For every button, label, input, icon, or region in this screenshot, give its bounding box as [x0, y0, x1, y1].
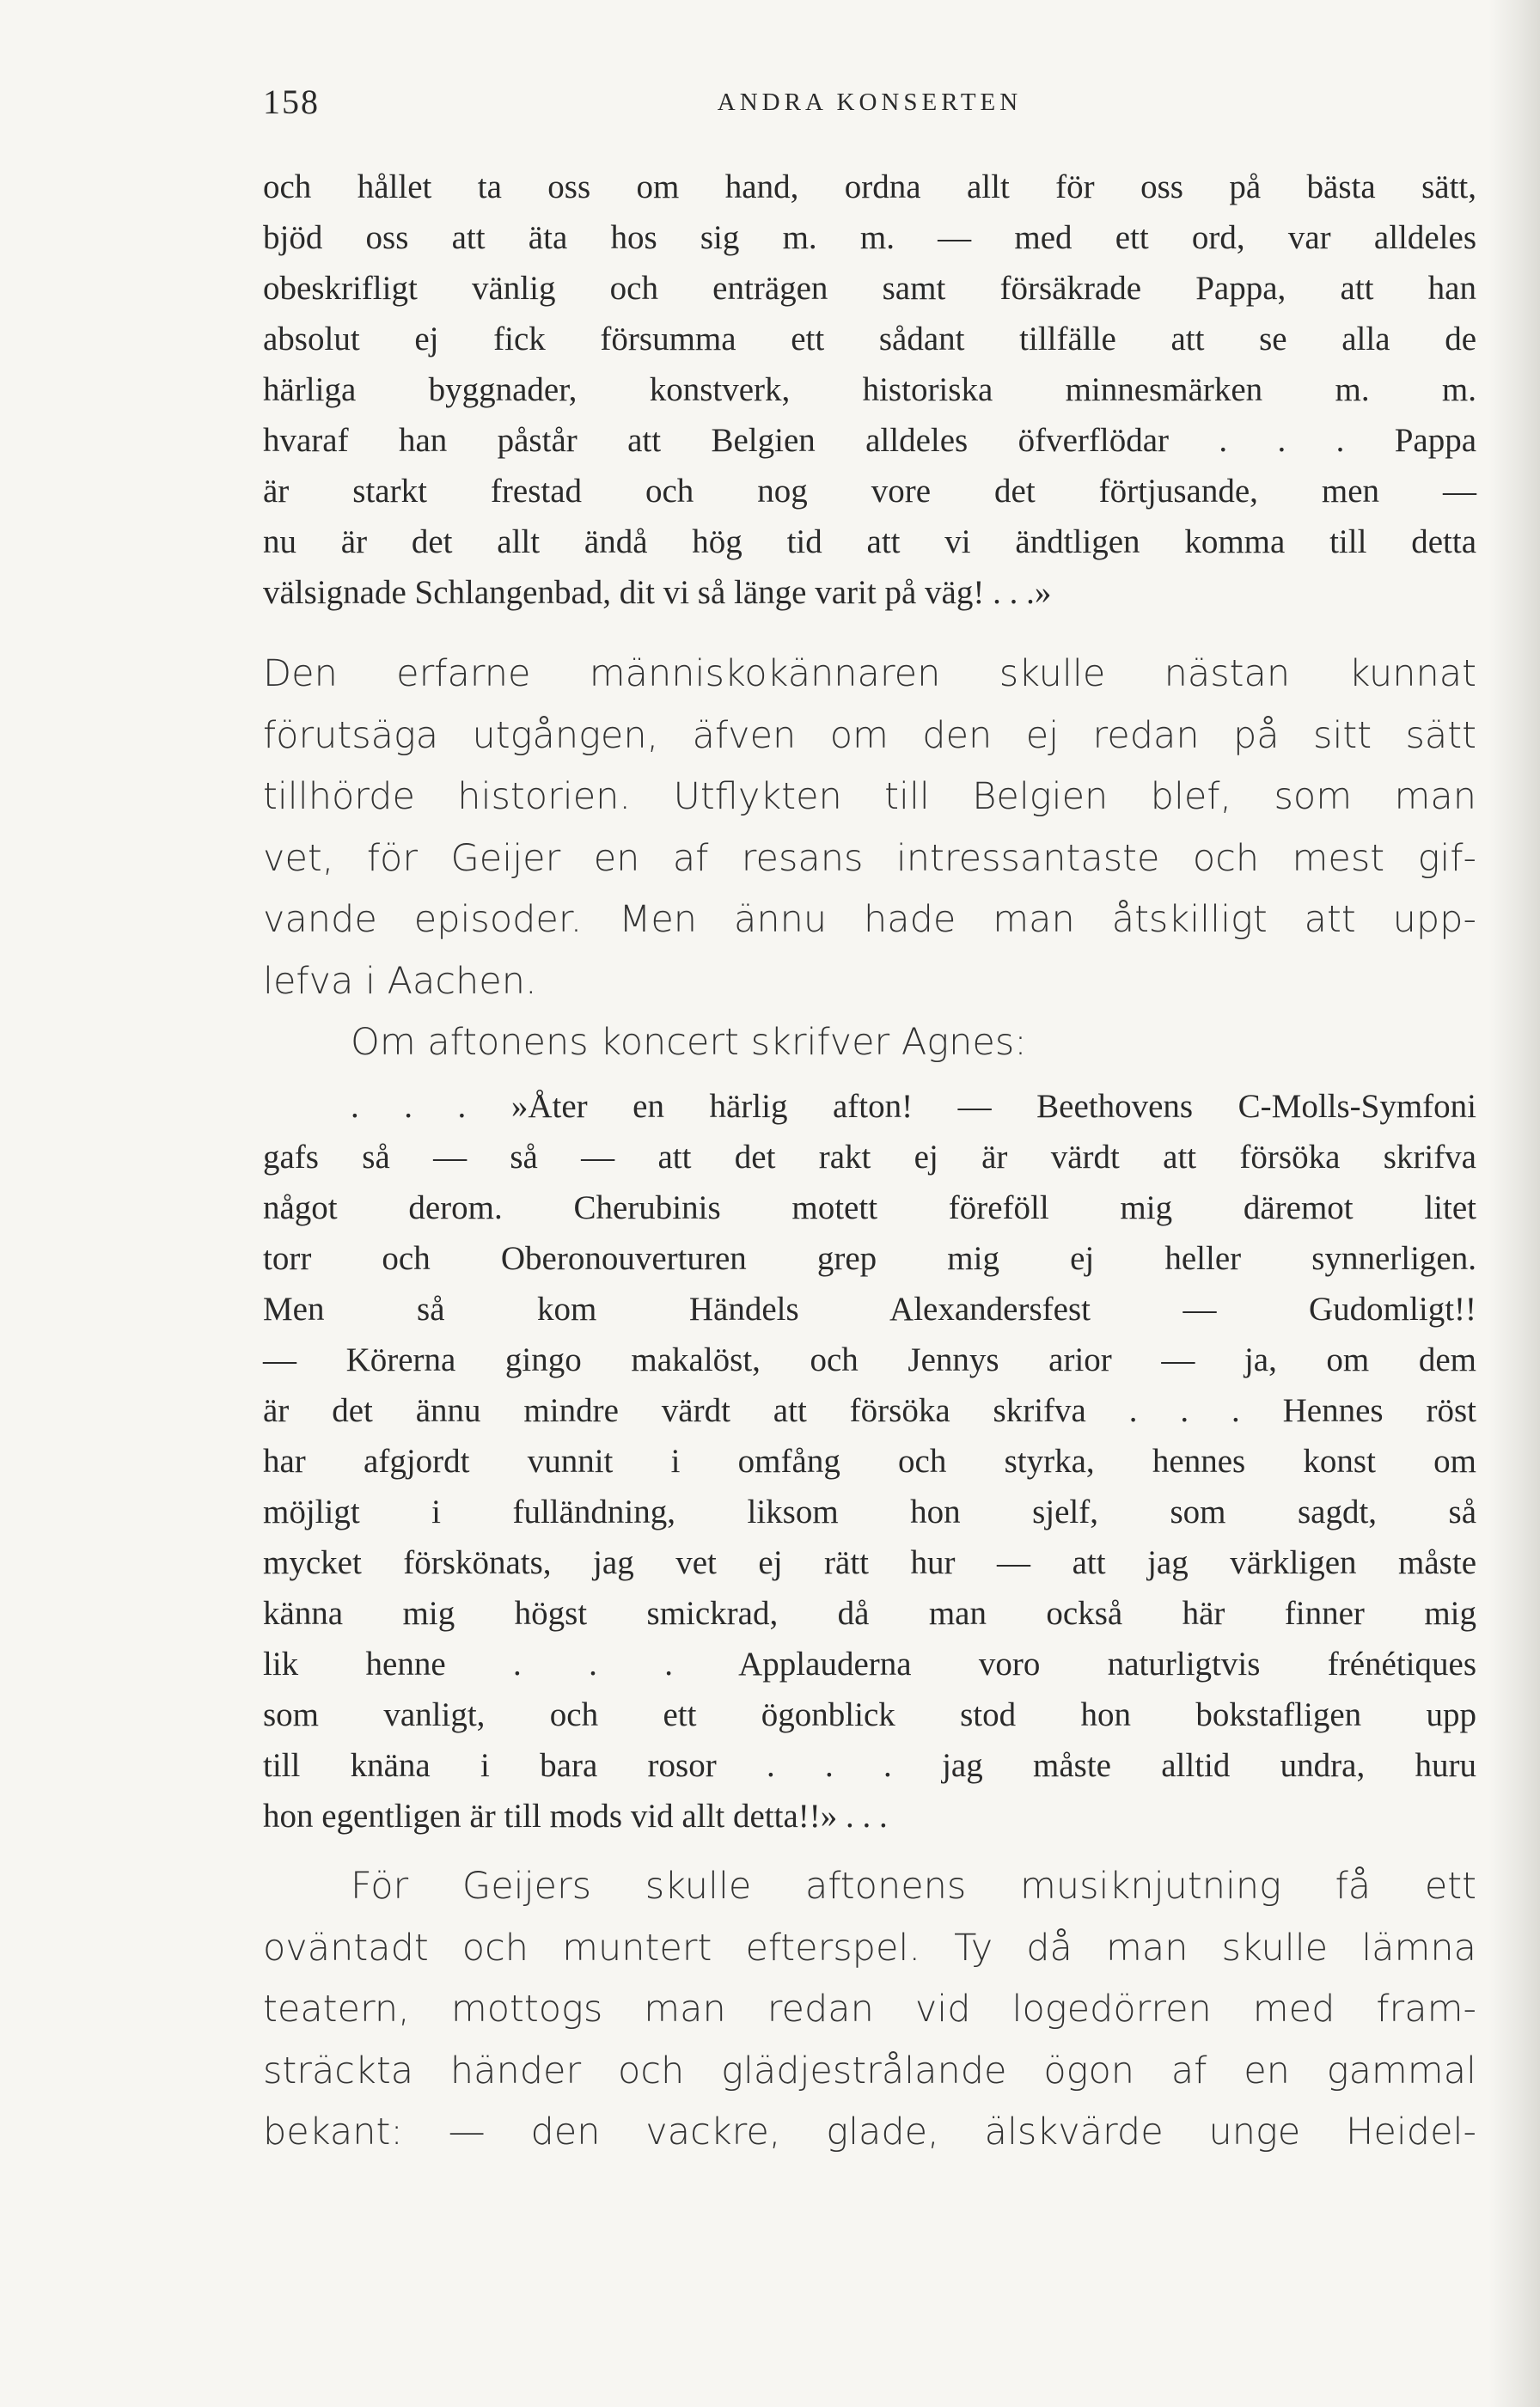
text-line: oväntadt och muntert efterspel. Ty då man skulle lämna — [263, 1926, 1476, 1970]
text-line: . . . »Åter en härlig afton! — Beethovens C-Molls-Symfoni — [351, 1088, 1476, 1125]
text-line: Den erfarne människokännaren skulle nästan kunnat — [263, 652, 1476, 695]
text-line: Om aftonens koncert skrifver Agnes: — [351, 1021, 1027, 1064]
text-line: hvaraf han påstår att Belgien alldeles öfverflödar . . . Pappa — [263, 422, 1476, 459]
text-line: möjligt i fulländning, liksom hon sjelf, som sagdt, så — [263, 1494, 1476, 1530]
letter-quote — [263, 1081, 1476, 1842]
text-line: och hållet ta oss om hand, ordna allt för oss på bästa sätt, — [263, 168, 1476, 205]
text-line: absolut ej fick försumma ett sådant tillfälle att se alla de — [263, 321, 1476, 357]
text-line: lefva i Aachen. — [263, 959, 537, 1003]
text-line: har afgjordt vunnit i omfång och styrka, hennes konst om — [263, 1443, 1476, 1480]
text-line: nu är det allt ändå hög tid att vi ändtligen komma till detta — [263, 523, 1476, 560]
text-line: hon egentligen är till mods vid allt detta!!» . . . — [263, 1798, 888, 1835]
quote-intro — [263, 162, 1476, 618]
text-line: förutsäga utgången, äfven om den ej redan på sitt sätt — [263, 713, 1476, 757]
page-edge-shadow — [1488, 0, 1540, 2407]
text-line: teatern, mottogs man redan vid logedörren med fram- — [263, 1988, 1476, 2031]
text-line: vande episoder. Men ännu hade man åtskilligt att upp- — [263, 898, 1476, 941]
text-line: är starkt frestad och nog vore det förtjusande, men — — [263, 473, 1476, 510]
text-line: sträckta händer och glädjestrålande ögon af en gammal — [263, 2049, 1476, 2092]
text-line: Men så kom Händels Alexandersfest — Gudomligt!! — [263, 1291, 1476, 1328]
text-line: något derom. Cherubinis motett föreföll mig däremot litet — [263, 1189, 1476, 1226]
text-line: tillhörde historien. Utflykten till Belgien blef, som man — [263, 775, 1476, 818]
body-paragraph-1 — [263, 644, 1476, 1074]
text-line: vet, för Geijer en af resans intressantaste och mest gif- — [263, 836, 1476, 880]
text-line: För Geijers skulle aftonens musiknjutning få ett — [351, 1865, 1476, 1908]
text-line: torr och Oberonouverturen grep mig ej heller synnerligen. — [263, 1240, 1476, 1277]
text-line: välsignade Schlangenbad, dit vi så länge varit på väg! . . .» — [263, 574, 1052, 611]
text-line: till knäna i bara rosor . . . jag måste alltid undra, huru — [263, 1747, 1476, 1784]
page-number: 158 — [263, 82, 320, 121]
text-line: härliga byggnader, konstverk, historiska minnesmärken m. m. — [263, 371, 1476, 408]
text-line: bekant: — den vackre, glade, älskvärde unge Heidel- — [263, 2111, 1476, 2153]
text-line: obeskrifligt vänlig och enträgen samt försäkrade Pappa, att han — [263, 270, 1476, 307]
text-line: känna mig högst smickrad, då man också här finner mig — [263, 1595, 1476, 1632]
text-line: bjöd oss att äta hos sig m. m. — med ett ord, var alldeles — [263, 219, 1476, 256]
text-line: mycket förskönats, jag vet ej rätt hur — att jag värkligen måste — [263, 1544, 1476, 1581]
text-line: gafs så — så — att det rakt ej är värdt att försöka skrifva — [263, 1139, 1476, 1176]
body-paragraph-2 — [263, 1856, 1476, 2164]
text-line: är det ännu mindre värdt att försöka skrifva . . . Hennes röst — [263, 1392, 1476, 1429]
running-head — [263, 82, 1476, 125]
text-line: som vanligt, och ett ögonblick stod hon bokstafligen upp — [263, 1696, 1476, 1733]
text-line: lik henne . . . Applauderna voro naturligtvis frénétiques — [263, 1646, 1476, 1683]
chapter-title: ANDRA KONSERTEN — [717, 89, 1023, 116]
text-line: — Körerna gingo makalöst, och Jennys arior — ja, om dem — [263, 1341, 1476, 1378]
